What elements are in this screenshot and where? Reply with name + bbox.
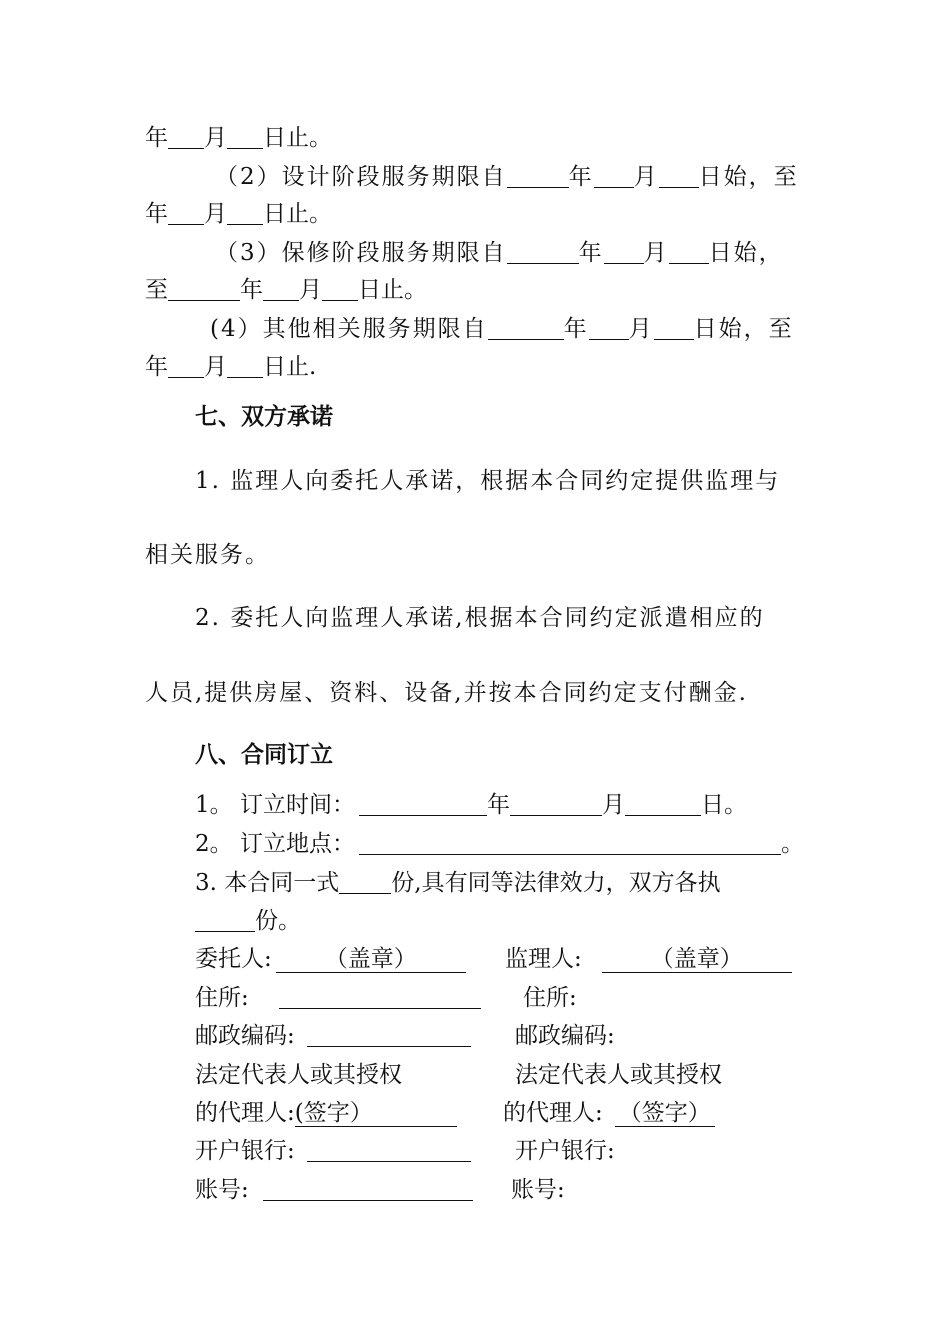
term-line-4	[215, 238, 784, 268]
client-signature: (签字）	[295, 1100, 457, 1127]
text: 份,具有同等法律效力，双方各执	[391, 870, 721, 896]
text: 年	[568, 164, 594, 190]
term-line-5	[145, 275, 427, 305]
term-line-2	[215, 162, 799, 192]
blank-client-account	[263, 1178, 473, 1201]
blank-month	[263, 278, 299, 301]
text: （3）保修阶段服务期限自	[215, 240, 507, 266]
text: 份。	[255, 908, 301, 934]
blank-month	[168, 126, 204, 149]
blank-day	[227, 202, 263, 225]
commitment-2-line-1: 2. 委托人向监理人承诺,根据本合同约定派遣相应的	[195, 605, 765, 631]
client-bank-line	[195, 1136, 471, 1166]
supervisor-rep-line-1: 法定代表人或其授权	[515, 1062, 722, 1088]
text: 月	[643, 240, 669, 266]
blank-year	[359, 793, 487, 816]
supervisor-postcode-line: 邮政编码:	[515, 1023, 615, 1049]
text: 日止。	[263, 201, 332, 227]
copies-line-1	[195, 868, 721, 898]
text: 月	[299, 277, 322, 303]
signing-time-label: 1。 订立时间：	[195, 792, 355, 818]
text: 年	[145, 125, 168, 151]
blank-day	[669, 241, 709, 264]
text: 月	[628, 316, 654, 342]
blank-day	[322, 278, 358, 301]
blank-day	[625, 793, 701, 816]
supervisor-signature: （签字）	[615, 1100, 715, 1127]
section-heading-contract-signing: 八、合同订立	[195, 742, 333, 768]
blank-place	[359, 832, 781, 855]
text: (4）其他相关服务期限自	[210, 316, 488, 342]
signing-place-label: 2。 订立地点：	[195, 831, 355, 857]
blank-client-postcode	[307, 1024, 471, 1047]
text: 3. 本合同一式	[195, 870, 340, 896]
text: 年	[486, 792, 510, 818]
text: 月	[204, 201, 227, 227]
supervisor-bank-line: 开户银行:	[515, 1138, 615, 1164]
client-rep-label: 的代理人:	[195, 1100, 295, 1126]
blank-day	[659, 165, 699, 188]
client-seal: （盖章）	[276, 946, 466, 973]
text: 日止。	[358, 277, 427, 303]
client-label: 委托人:	[195, 946, 272, 972]
commitment-1-line-1: 1. 监理人向委托人承诺，根据本合同约定提供监理与	[195, 468, 781, 494]
text: 年	[240, 277, 263, 303]
text: 月	[633, 164, 659, 190]
signing-time-line	[195, 790, 747, 820]
text: 日止.	[263, 354, 317, 380]
client-rep-line-1: 法定代表人或其授权	[195, 1062, 402, 1088]
blank-copies-each	[195, 909, 255, 932]
blank-day	[227, 355, 263, 378]
term-line-7	[145, 352, 316, 382]
signing-place-line	[195, 829, 804, 859]
text: 月	[204, 125, 227, 151]
client-rep-line-2	[195, 1098, 457, 1128]
supervisor-account-line: 账号:	[511, 1177, 565, 1203]
supervisor-party-line	[505, 944, 792, 974]
client-account-label: 账号:	[195, 1177, 249, 1203]
term-line-1	[145, 123, 332, 153]
section-heading-commitments: 七、双方承诺	[195, 404, 333, 430]
supervisor-rep-line-2	[503, 1098, 715, 1128]
blank-client-bank	[307, 1139, 471, 1162]
text: 年	[578, 240, 604, 266]
text: 日始，至	[698, 164, 799, 190]
supervisor-seal: （盖章）	[602, 946, 792, 973]
client-postcode-label: 邮政编码:	[195, 1023, 295, 1049]
client-address-label: 住所:	[195, 985, 249, 1011]
text: 年	[563, 316, 589, 342]
client-account-line	[195, 1175, 473, 1205]
blank-client-address	[279, 986, 481, 1009]
text: （2）设计阶段服务期限自	[215, 164, 507, 190]
text: 日止。	[263, 125, 332, 151]
text: 。	[780, 831, 804, 857]
text: 日始，至	[693, 316, 794, 342]
text: 至	[145, 277, 168, 303]
blank-year	[168, 278, 240, 301]
text: 日始，	[708, 240, 784, 266]
blank-year	[507, 241, 579, 264]
text: 日。	[700, 792, 747, 818]
supervisor-label: 监理人:	[505, 946, 582, 972]
blank-copies	[339, 871, 391, 894]
blank-year	[488, 317, 564, 340]
copies-line-2	[195, 906, 301, 936]
blank-year	[507, 165, 569, 188]
blank-month	[589, 317, 629, 340]
blank-month	[168, 202, 204, 225]
blank-day	[654, 317, 694, 340]
term-line-6	[210, 314, 794, 344]
client-party-line	[195, 944, 466, 974]
blank-month	[168, 355, 204, 378]
blank-month	[604, 241, 644, 264]
text: 月	[204, 354, 227, 380]
supervisor-address-line: 住所:	[523, 985, 577, 1011]
client-postcode-line	[195, 1021, 471, 1051]
text: 月	[601, 792, 625, 818]
commitment-2-line-2: 人员,提供房屋、资料、设备,并按本合同约定支付酬金.	[145, 680, 748, 706]
blank-day	[227, 126, 263, 149]
blank-month	[594, 165, 634, 188]
client-bank-label: 开户银行:	[195, 1138, 295, 1164]
blank-month	[510, 793, 602, 816]
text: 年	[145, 354, 168, 380]
commitment-1-line-2: 相关服务。	[145, 542, 270, 568]
supervisor-rep-label: 的代理人:	[503, 1100, 603, 1126]
client-address-line	[195, 983, 481, 1013]
text: 年	[145, 201, 168, 227]
term-line-3	[145, 199, 332, 229]
